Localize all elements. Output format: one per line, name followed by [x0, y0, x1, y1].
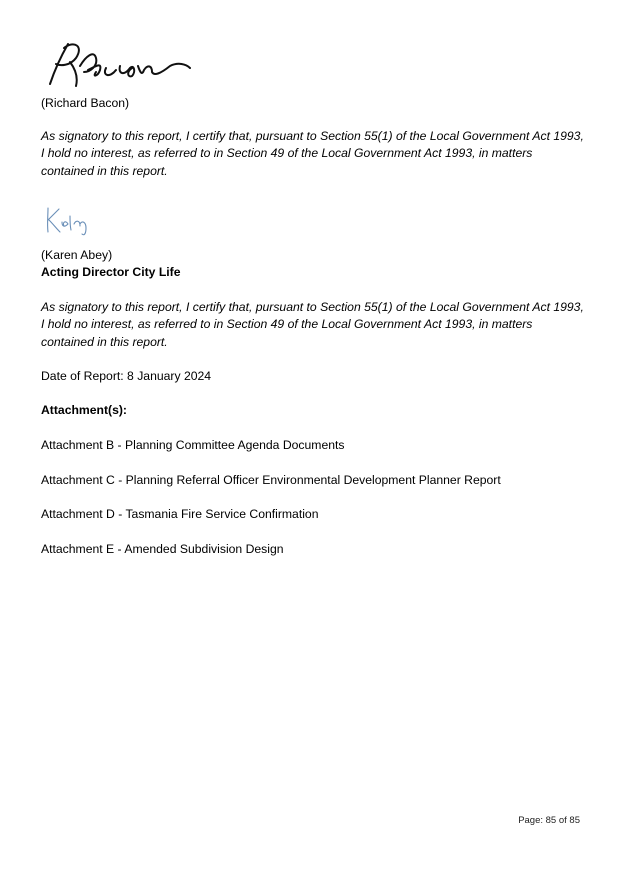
signatory-name-2: (Karen Abey) [41, 248, 113, 262]
certification-text-2: As signatory to this report, I certify that, pursuant to Section 55(1) of the Local Government Act 1993, I hold no interest, as referred to in Section 49 of the Local Government Act 1993, in matters contained in this report. [41, 300, 584, 349]
attachment-item: Attachment D - Tasmania Fire Service Confirmation [41, 507, 319, 521]
signatory-name-1: (Richard Bacon) [41, 96, 130, 110]
signature-richard-bacon [40, 36, 195, 92]
signatory-title-2: Acting Director City Life [41, 265, 181, 279]
attachment-item: Attachment B - Planning Committee Agenda Documents [41, 438, 345, 452]
signature-karen-abey [42, 204, 100, 238]
page-number: Page: 85 of 85 [518, 815, 580, 826]
report-date: Date of Report: 8 January 2024 [41, 369, 212, 383]
attachment-item: Attachment E - Amended Subdivision Design [41, 542, 284, 556]
certification-text-1: As signatory to this report, I certify that, pursuant to Section 55(1) of the Local Government Act 1993, I hold no interest, as referred to in Section 49 of the Local Government Act 1993, in matters contained in this report. [41, 129, 584, 178]
attachments-heading: Attachment(s): [41, 403, 127, 417]
attachment-item: Attachment C - Planning Referral Officer Environmental Development Planner Report [41, 473, 501, 487]
